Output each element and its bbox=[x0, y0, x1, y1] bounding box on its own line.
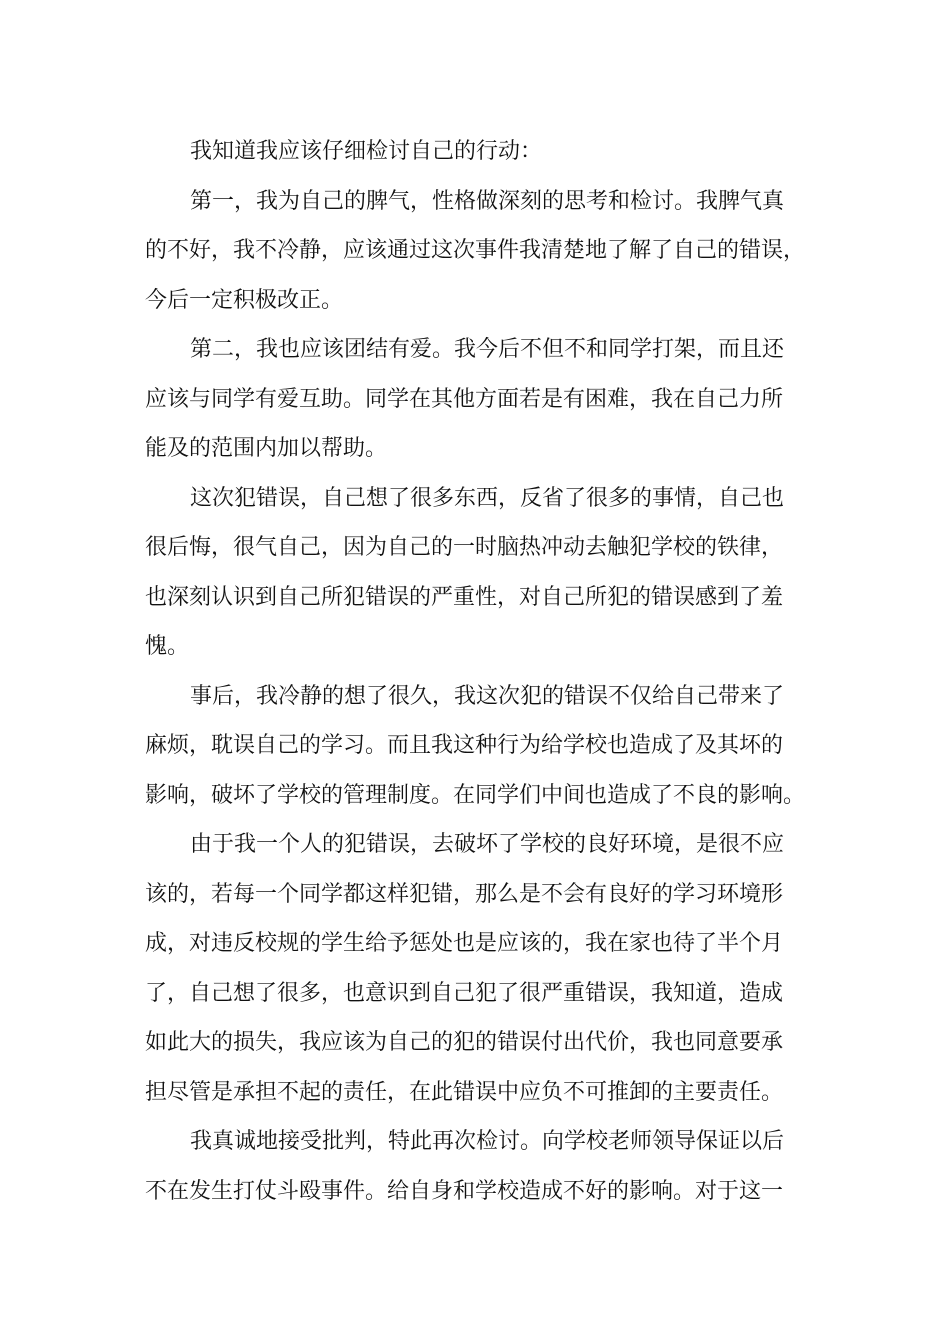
paragraph-line: 成，对违反校规的学生给予惩处也是应该的，我在家也待了半个月 bbox=[145, 931, 784, 956]
paragraph-line: 担尽管是承担不起的责任，在此错误中应负不可推卸的主要责任。 bbox=[145, 1079, 784, 1105]
paragraph-line: 我真诚地接受批判，特此再次检讨。向学校老师领导保证以后 bbox=[190, 1129, 785, 1154]
paragraph-line: 的不好，我不冷静，应该通过这次事件我清楚地了解了自己的错误， bbox=[145, 238, 806, 263]
paragraph-line: 我知道我应该仔细检讨自己的行动： bbox=[190, 139, 543, 164]
paragraph-line: 也深刻认识到自己所犯错误的严重性，对自己所犯的错误感到了羞 bbox=[145, 584, 784, 610]
paragraph-line: 不在发生打仗斗殴事件。给自身和学校造成不好的影响。对于这一 bbox=[145, 1178, 784, 1204]
paragraph-line: 这次犯错误，自己想了很多东西，反省了很多的事情，自己也 bbox=[190, 485, 785, 511]
paragraph-line: 很后悔，很气自己，因为自己的一时脑热冲动去触犯学校的铁律， bbox=[145, 535, 784, 560]
paragraph-line: 愧。 bbox=[145, 634, 190, 659]
paragraph-line: 第二，我也应该团结有爱。我今后不但不和同学打架，而且还 bbox=[190, 337, 785, 362]
paragraph-line: 第一，我为自己的脾气，性格做深刻的思考和检讨。我脾气真 bbox=[190, 188, 785, 214]
paragraph-line: 能及的范围内加以帮助。 bbox=[145, 436, 388, 461]
paragraph-line: 应该与同学有爱互助。同学在其他方面若是有困难，我在自己力所 bbox=[145, 386, 784, 412]
paragraph-line: 由于我一个人的犯错误，去破坏了学校的良好环境，是很不应 bbox=[190, 832, 785, 857]
paragraph-line: 影响，破坏了学校的管理制度。在同学们中间也造成了不良的影响。 bbox=[145, 782, 806, 808]
paragraph-line: 事后，我冷静的想了很久，我这次犯的错误不仅给自己带来了 bbox=[190, 683, 785, 709]
paragraph-line: 了，自己想了很多，也意识到自己犯了很严重错误，我知道，造成 bbox=[145, 980, 784, 1006]
paragraph-line: 麻烦，耽误自己的学习。而且我这种行为给学校也造成了及其坏的 bbox=[145, 733, 784, 758]
paragraph-line: 如此大的损失，我应该为自己的犯的错误付出代价，我也同意要承 bbox=[145, 1030, 784, 1055]
paragraph-line: 该的，若每一个同学都这样犯错，那么是不会有良好的学习环境形 bbox=[145, 881, 784, 907]
paragraph-line: 今后一定积极改正。 bbox=[145, 287, 344, 313]
